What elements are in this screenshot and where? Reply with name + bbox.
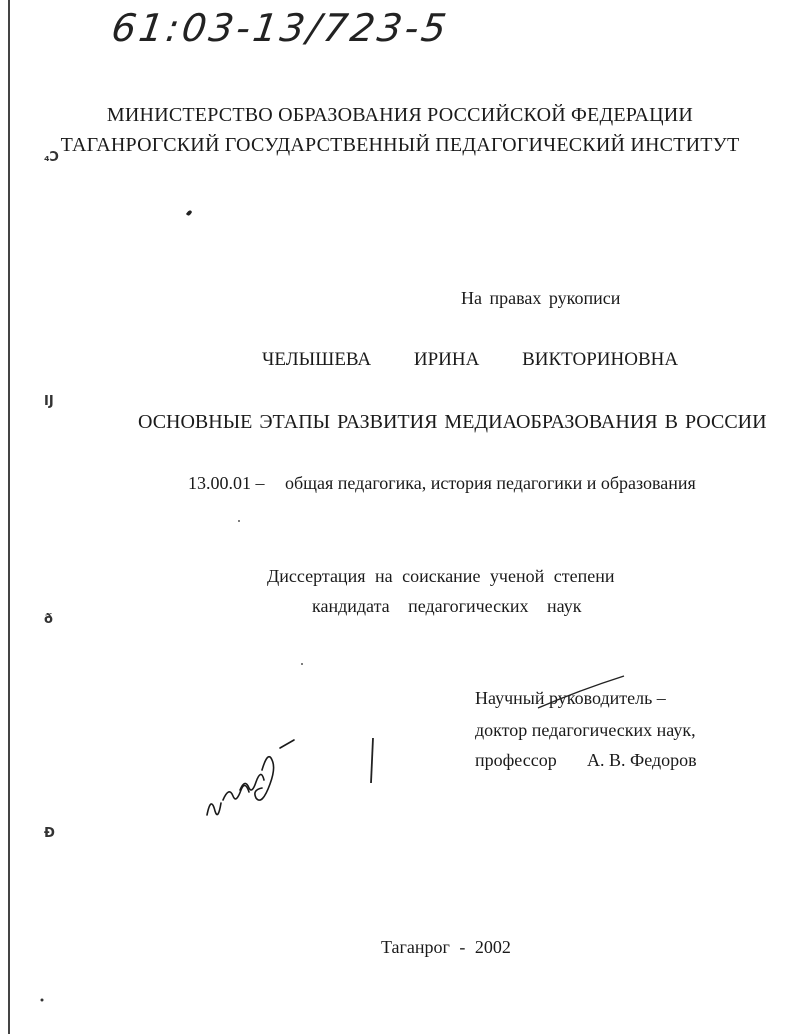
- supervisor-position-name: [475, 750, 697, 771]
- specialty-code: 13.00.01 –: [188, 473, 265, 493]
- degree-line2: кандидата педагогических наук: [312, 596, 582, 616]
- margin-mark: IJ: [44, 394, 54, 409]
- specialty-line: [188, 473, 696, 494]
- ministry-header-line1: МИНИСТЕРСТВО ОБРАЗОВАНИЯ РОССИЙСКОЙ ФЕДЕРАЦИИ: [106, 104, 694, 126]
- stray-dot: [301, 663, 303, 665]
- specialty-name: общая педагогика, история педагогики и образования: [285, 473, 696, 493]
- supervisor-position: профессор: [475, 750, 557, 770]
- supervisor-label: Научный руководитель –: [475, 688, 666, 708]
- archive-stamp-number: 61:03-13/723-5: [108, 6, 452, 50]
- stray-dot: [238, 520, 240, 522]
- margin-mark: ₄Ͻ: [44, 150, 59, 165]
- place-year: Таганрог - 2002: [381, 937, 511, 957]
- signature: [207, 740, 294, 815]
- supervisor-name: А. В. Федоров: [587, 750, 697, 770]
- dissertation-title: ОСНОВНЫЕ ЭТАПЫ РАЗВИТИЯ МЕДИАОБРАЗОВАНИЯ В РОССИИ: [138, 411, 767, 433]
- stray-ink-mark: [186, 210, 192, 215]
- degree-line1: Диссертация на соискание ученой степени: [267, 566, 615, 586]
- stray-dot: [41, 999, 44, 1002]
- author-name: ЧЕЛЫШЕВА ИРИНА ВИКТОРИНОВНА: [262, 349, 679, 370]
- margin-mark: Ð: [44, 826, 55, 841]
- margin-mark: ð: [44, 612, 53, 627]
- rights-note: На правах рукописи: [461, 288, 621, 308]
- supervisor-degree: доктор педагогических наук,: [475, 720, 696, 740]
- institute-header-line2: ТАГАНРОГСКИЙ ГОСУДАРСТВЕННЫЙ ПЕДАГОГИЧЕСКИЙ ИНСТИТУТ: [60, 134, 740, 156]
- pen-vertical-line: [371, 738, 373, 783]
